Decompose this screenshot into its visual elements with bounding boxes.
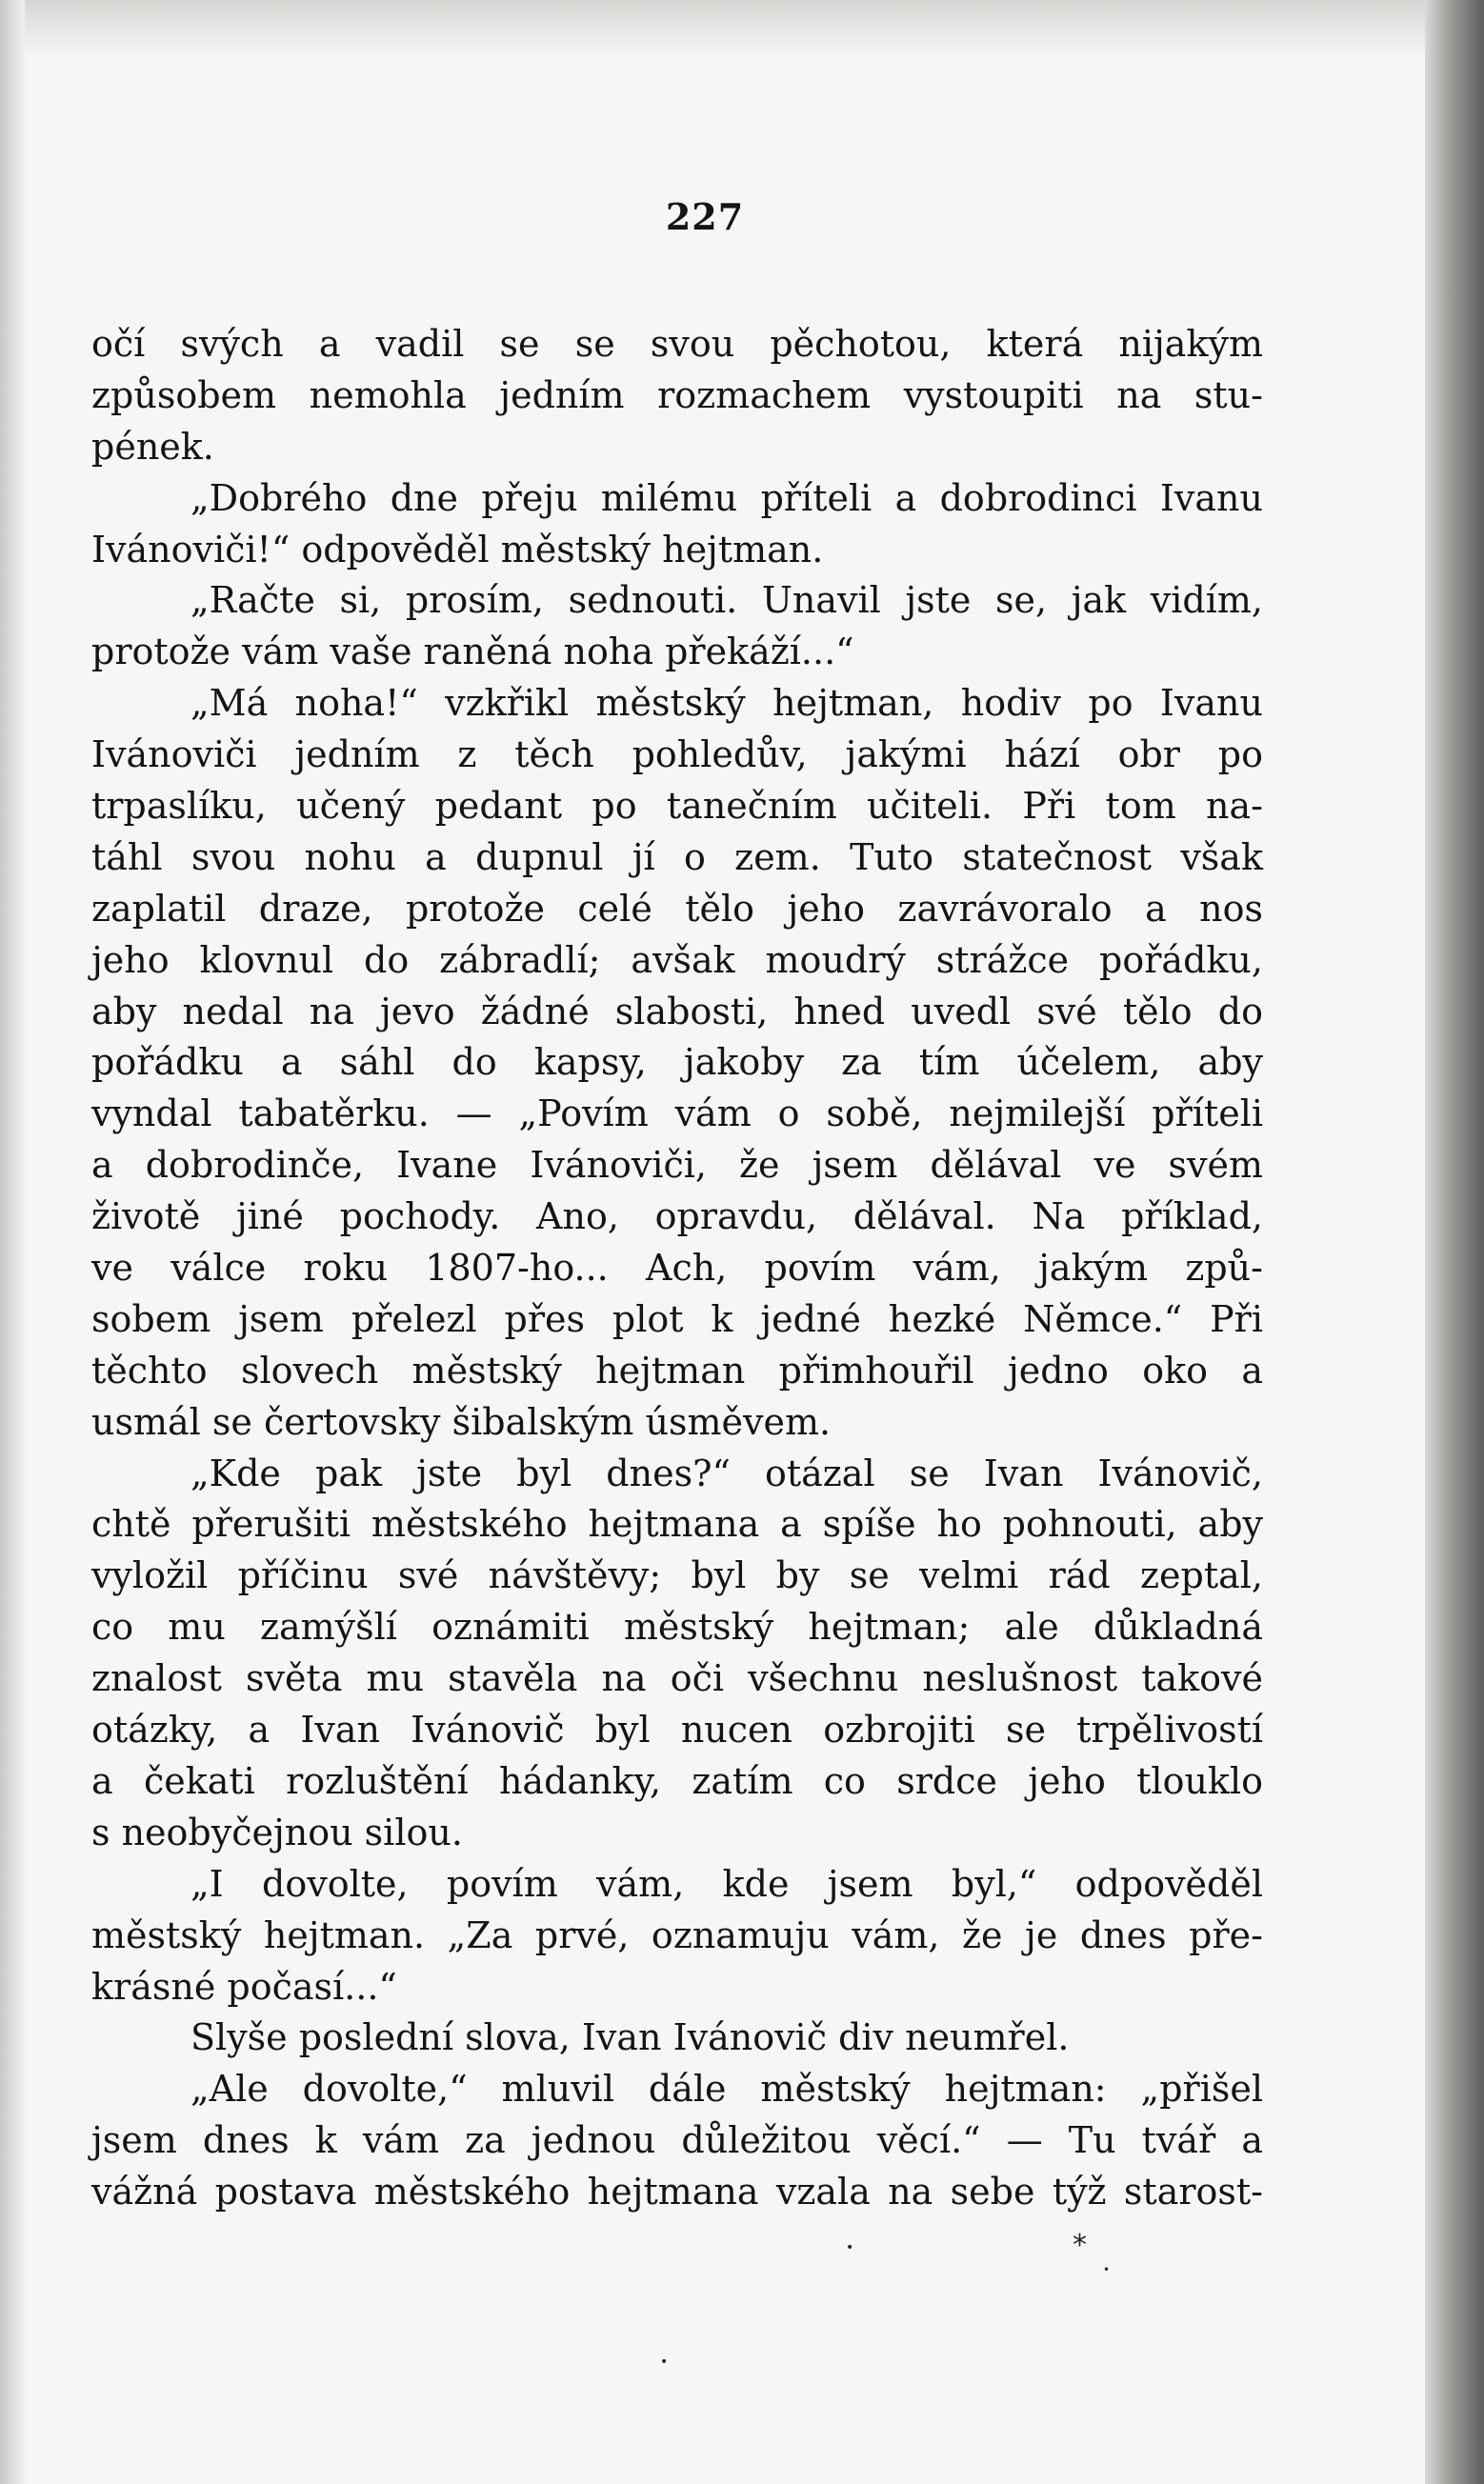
text-line: pének. <box>91 425 214 468</box>
page-left-edge <box>0 0 25 2484</box>
text-line: protože vám vaše raněná noha překáží...“ <box>91 631 854 673</box>
text-line: městský hejtman. „Za prvé, oznamuju vám, že je dnes pře- <box>91 1913 1263 1956</box>
text-line: „Račte si, prosím, sednouti. Unavil jste se, jak vidím, <box>191 579 1263 622</box>
speck: • <box>846 2240 854 2255</box>
speck: • <box>1103 2263 1111 2276</box>
text-line: co mu zamýšlí oznámiti městský hejtman; ale důkladná <box>91 1606 1263 1649</box>
page-number: 227 <box>665 195 745 238</box>
speck: • <box>660 2354 669 2370</box>
text-line: „Ale dovolte,“ mluvil dále městský hejtman: „přišel <box>191 2068 1263 2111</box>
text-line: usmál se čertovsky šibalským úsměvem. <box>91 1400 832 1443</box>
text-line: „Má noha!“ vzkřikl městský hejtman, hodiv po Ivanu <box>191 682 1263 725</box>
text-line: znalost světa mu stavěla na oči všechnu neslušnost takové <box>91 1657 1263 1700</box>
text-line: pořádku a sáhl do kapsy, jakoby za tím účelem, aby <box>91 1041 1263 1084</box>
body-text <box>91 319 1263 2218</box>
text-line: jsem dnes k vám za jednou důležitou věcí.“ — Tu tvář a <box>91 2119 1263 2162</box>
text-line: Ivánoviči!“ odpověděl městský hejtman. <box>91 528 824 571</box>
text-line: těchto slovech městský hejtman přimhouřil jedno oko a <box>91 1349 1263 1392</box>
text-line: a dobrodinče, Ivane Ivánoviči, že jsem dělával ve svém <box>91 1144 1263 1187</box>
text-line: Slyše poslední slova, Ivan Ivánovič div neumřel. <box>191 2016 1070 2059</box>
text-line: vážná postava městského hejtmana vzala na sebe týž starost- <box>91 2171 1263 2214</box>
text-line: krásné počasí...“ <box>91 1965 397 2008</box>
text-line: a čekati rozluštění hádanky, zatím co srdce jeho tlouklo <box>91 1759 1263 1802</box>
text-line: očí svých a vadil se se svou pěchotou, která nijakým <box>91 323 1263 365</box>
text-line: Ivánoviči jedním z těch pohledův, jakými hází obr po <box>91 733 1263 776</box>
signature-mark: * <box>1073 2229 1087 2262</box>
text-line: sobem jsem přelezl přes plot k jedné hezké Němce.“ Při <box>91 1297 1263 1340</box>
text-line: vyndal tabatěrku. — „Povím vám o sobě, nejmilejší příteli <box>91 1092 1263 1135</box>
text-line: otázky, a Ivan Ivánovič byl nucen ozbrojiti se trpělivostí <box>91 1709 1263 1752</box>
text-line: trpaslíku, učený pedant po tanečním učiteli. Při tom na- <box>91 785 1263 828</box>
page-top-shadow <box>0 0 1484 57</box>
text-line: s neobyčejnou silou. <box>91 1811 463 1853</box>
text-line: způsobem nemohla jedním rozmachem vystoupiti na stu- <box>91 373 1263 416</box>
text-line: „I dovolte, povím vám, kde jsem byl,“ odpověděl <box>191 1862 1263 1905</box>
text-line: táhl svou nohu a dupnul jí o zem. Tuto statečnost však <box>91 835 1263 878</box>
text-line: jeho klovnul do zábradlí; avšak moudrý strážce pořádku, <box>91 938 1263 981</box>
text-line: životě jiné pochody. Ano, opravdu, dělával. Na příklad, <box>91 1195 1263 1238</box>
text-line: ve válce roku 1807-ho... Ach, povím vám, jakým způ- <box>91 1247 1263 1290</box>
text-line: vyložil příčinu své návštěvy; byl by se velmi rád zeptal, <box>91 1554 1263 1597</box>
text-line: „Kde pak jste byl dnes?“ otázal se Ivan Ivánovič, <box>191 1452 1263 1494</box>
text-line: „Dobrého dne přeju milému příteli a dobrodinci Ivanu <box>191 476 1263 519</box>
text-line: zaplatil draze, protože celé tělo jeho zavrávoralo a nos <box>91 887 1263 930</box>
page-binding-shadow <box>1425 0 1484 2484</box>
text-line: chtě přerušiti městského hejtmana a spíše ho pohnouti, aby <box>91 1503 1263 1546</box>
text-line: aby nedal na jevo žádné slabosti, hned uvedl své tělo do <box>91 990 1263 1032</box>
